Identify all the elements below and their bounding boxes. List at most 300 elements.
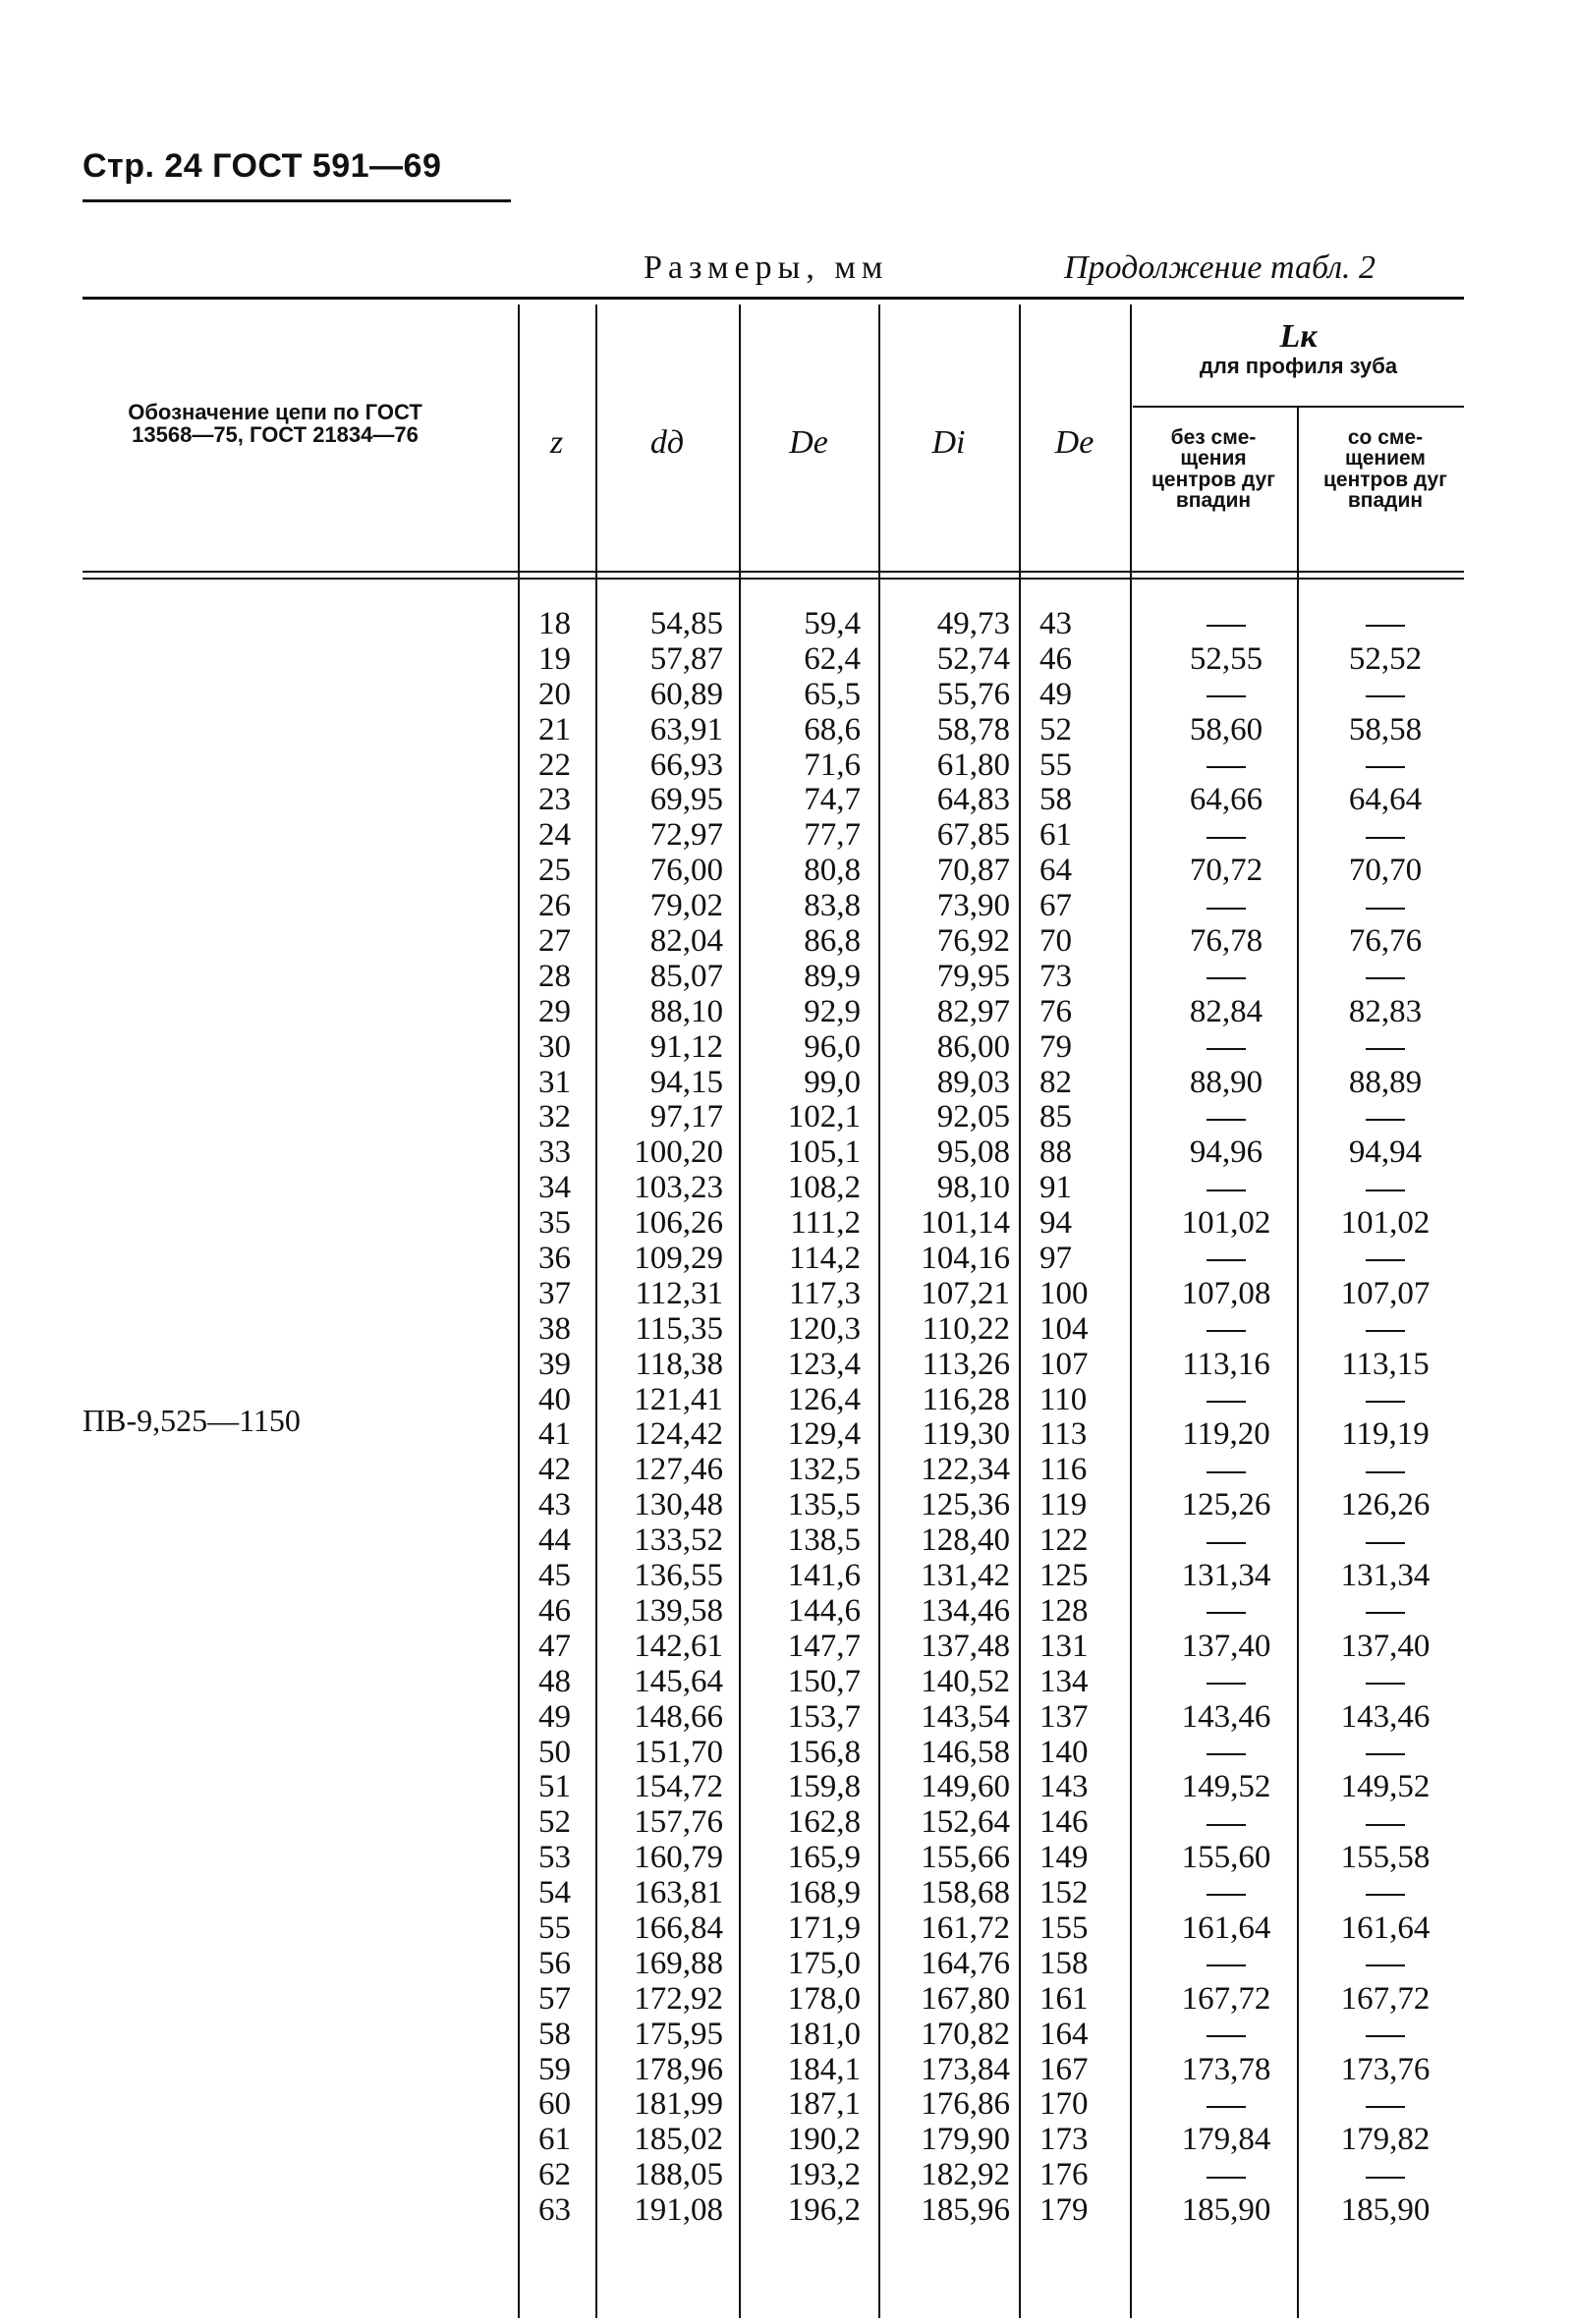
dash-mark xyxy=(1207,1894,1246,1896)
dash-mark xyxy=(1207,1753,1246,1755)
table-cell: 101,14 xyxy=(921,1205,1010,1242)
table-cell: 149 xyxy=(1039,1840,1089,1876)
table-cell xyxy=(1133,1805,1319,1841)
table-cell: 33 xyxy=(538,1134,571,1171)
table-cell: 77,7 xyxy=(804,817,861,854)
table-cell: 167,80 xyxy=(921,1980,1010,2017)
table-cell: 94 xyxy=(1039,1205,1072,1242)
table-cell: 85 xyxy=(1039,1099,1072,1135)
table-cell: 155,58 xyxy=(1340,1840,1431,1876)
table-cell xyxy=(1133,1030,1319,1066)
table-cell xyxy=(1133,2158,1319,2193)
table-cell: 60,89 xyxy=(649,676,723,712)
column-Di xyxy=(894,607,1010,2229)
table-cell: 88,10 xyxy=(649,993,723,1029)
col-divider xyxy=(518,304,520,2318)
table-cell: 121,41 xyxy=(634,1381,723,1417)
table-cell: 134 xyxy=(1039,1663,1089,1699)
table-cell: 24 xyxy=(538,817,571,854)
header-Di: Di xyxy=(931,424,966,461)
dash-mark xyxy=(1207,1190,1246,1191)
table-cell: 185,90 xyxy=(1340,2192,1431,2229)
table-cell: 31 xyxy=(538,1064,571,1100)
table-cell: 83,8 xyxy=(804,888,861,924)
table-cell: 170 xyxy=(1039,2086,1089,2123)
dash-mark xyxy=(1207,1542,1246,1544)
table-cell: 134,46 xyxy=(921,1592,1010,1629)
table-cell: 22 xyxy=(538,747,571,783)
table-cell: 179,82 xyxy=(1340,2122,1431,2158)
dash-mark xyxy=(1366,625,1405,627)
table-cell: 143 xyxy=(1039,1769,1089,1805)
table-cell: 120,3 xyxy=(787,1310,861,1347)
table-cell: 18 xyxy=(538,606,571,641)
col-divider xyxy=(739,304,741,2318)
table-cell: 47 xyxy=(538,1628,571,1664)
table-cell: 143,46 xyxy=(1181,1698,1271,1735)
table-cell: 94,96 xyxy=(1189,1134,1263,1171)
table-cell xyxy=(1307,960,1464,995)
table-cell: 149,60 xyxy=(921,1769,1010,1805)
table-cell: 101,02 xyxy=(1181,1205,1271,1242)
table-cell: 108,2 xyxy=(787,1170,861,1206)
table-cell: 133,52 xyxy=(634,1522,723,1559)
table-cell: 76,78 xyxy=(1189,923,1263,960)
table-cell: 167 xyxy=(1039,2051,1089,2087)
header-d: dд xyxy=(649,424,685,461)
table-cell: 48 xyxy=(538,1663,571,1699)
table-cell: 173,78 xyxy=(1181,2051,1271,2087)
table-cell xyxy=(1133,889,1319,924)
table-cell: 125,26 xyxy=(1181,1487,1271,1523)
dash-mark xyxy=(1207,1119,1246,1121)
table-cell: 126,26 xyxy=(1340,1487,1431,1523)
table-cell: 104 xyxy=(1039,1310,1089,1347)
table-cell xyxy=(1133,1383,1319,1418)
table-cell xyxy=(1307,1523,1464,1559)
table-cell: 79 xyxy=(1039,1028,1072,1065)
table-cell: 106,26 xyxy=(634,1205,723,1242)
dash-mark xyxy=(1366,1683,1405,1685)
table-cell: 88,89 xyxy=(1348,1064,1423,1100)
table-cell: 76,92 xyxy=(936,923,1010,960)
table-cell: 86,00 xyxy=(936,1028,1010,1065)
table-cell: 154,72 xyxy=(634,1769,723,1805)
table-cell: 178,96 xyxy=(634,2051,723,2087)
dash-mark xyxy=(1366,1824,1405,1826)
table-cell: 23 xyxy=(538,782,571,818)
table-cell: 55 xyxy=(538,1909,571,1946)
table-cell: 28 xyxy=(538,958,571,994)
table-cell: 119,20 xyxy=(1182,1416,1270,1453)
table-cell: 157,76 xyxy=(634,1804,723,1841)
table-cell: 161 xyxy=(1039,1980,1089,2017)
table-cell: 45 xyxy=(538,1558,571,1594)
table-cell: 137,40 xyxy=(1181,1628,1271,1664)
table-cell: 52,55 xyxy=(1189,640,1263,677)
table-cell: 153,7 xyxy=(787,1698,861,1735)
dash-mark xyxy=(1207,1824,1246,1826)
dash-mark xyxy=(1366,766,1405,768)
dash-mark xyxy=(1366,1894,1405,1896)
table-cell xyxy=(1307,1030,1464,1066)
table-cell: 92,9 xyxy=(804,993,861,1029)
table-cell: 118,38 xyxy=(635,1346,723,1382)
dash-mark xyxy=(1366,1471,1405,1473)
table-cell: 188,05 xyxy=(634,2157,723,2193)
table-cell: 110 xyxy=(1039,1381,1088,1417)
table-cell: 104,16 xyxy=(921,1241,1010,1277)
table-cell: 43 xyxy=(538,1487,571,1523)
table-cell: 122 xyxy=(1039,1522,1089,1559)
table-cell: 20 xyxy=(538,676,571,712)
table-cell: 113 xyxy=(1039,1416,1088,1453)
table-cell xyxy=(1133,1665,1319,1700)
table-cell: 160,79 xyxy=(634,1840,723,1876)
header-designation: Обозначение цепи по ГОСТ 13568—75, ГОСТ 21834—76 xyxy=(128,400,422,448)
dash-mark xyxy=(1207,2106,1246,2108)
dash-mark xyxy=(1207,1612,1246,1614)
table-cell: 82 xyxy=(1039,1064,1072,1100)
table-cell: 55 xyxy=(1039,747,1072,783)
header-lk xyxy=(1133,319,1464,377)
column-z xyxy=(538,607,578,2229)
table-cell: 99,0 xyxy=(804,1064,861,1100)
dash-mark xyxy=(1366,1612,1405,1614)
table-cell: 123,4 xyxy=(787,1346,861,1382)
chain-designation: ПВ-9,525—1150 xyxy=(83,1403,301,1438)
table-cell: 25 xyxy=(538,853,571,889)
dash-mark xyxy=(1366,1190,1405,1191)
table-cell: 143,46 xyxy=(1340,1698,1431,1735)
header-lk-shift: со сме- щением центров дуг впадин xyxy=(1323,426,1447,513)
table-cell: 76,00 xyxy=(649,853,723,889)
table-cell: 126,4 xyxy=(787,1381,861,1417)
table-cell: 146 xyxy=(1039,1804,1089,1841)
table-cell: 131 xyxy=(1039,1628,1089,1664)
table-cell: 140,52 xyxy=(921,1663,1010,1699)
table-cell xyxy=(1133,2018,1319,2053)
table-cell: 100 xyxy=(1039,1275,1089,1311)
table-cell: 116 xyxy=(1039,1452,1088,1488)
table-cell: 176,86 xyxy=(921,2086,1010,2123)
table-cell: 114,2 xyxy=(788,1241,861,1277)
table-cell: 173,76 xyxy=(1340,2051,1431,2087)
table-cell: 190,2 xyxy=(787,2122,861,2158)
table-cell: 164 xyxy=(1039,2016,1089,2052)
table-cell: 149,52 xyxy=(1340,1769,1431,1805)
table-cell xyxy=(1307,2158,1464,2193)
table-cell: 35 xyxy=(538,1205,571,1242)
table-cell xyxy=(1307,1665,1464,1700)
dash-mark xyxy=(1366,1259,1405,1261)
dash-mark xyxy=(1366,1119,1405,1121)
table-cell: 145,64 xyxy=(634,1663,723,1699)
dash-mark xyxy=(1207,695,1246,697)
dash-mark xyxy=(1207,1471,1246,1473)
col-divider xyxy=(595,304,597,2318)
table-cell: 95,08 xyxy=(936,1134,1010,1171)
table-cell: 181,0 xyxy=(787,2016,861,2052)
table-cell xyxy=(1133,1100,1319,1135)
table-cell xyxy=(1307,1805,1464,1841)
table-cell: 64 xyxy=(1039,853,1072,889)
table-cell: 142,61 xyxy=(634,1628,723,1664)
table-cell: 79,02 xyxy=(649,888,723,924)
table-cell xyxy=(1133,1876,1319,1911)
table-cell: 171,9 xyxy=(787,1909,861,1946)
dash-mark xyxy=(1366,1330,1405,1332)
table-cell: 131,42 xyxy=(921,1558,1010,1594)
lk-header-rule xyxy=(1133,406,1464,408)
dash-mark xyxy=(1366,2177,1405,2179)
column-lk-no-shift xyxy=(1133,607,1319,2229)
dash-mark xyxy=(1366,2035,1405,2037)
table-cell: 44 xyxy=(538,1522,571,1559)
dash-mark xyxy=(1366,1753,1405,1755)
table-cell xyxy=(1133,1242,1319,1277)
table-cell: 187,1 xyxy=(787,2086,861,2123)
table-cell: 98,10 xyxy=(936,1170,1010,1206)
units-caption: Размеры, мм xyxy=(644,249,889,286)
table-cell: 97 xyxy=(1039,1241,1072,1277)
table-cell xyxy=(1307,1876,1464,1911)
table-cell xyxy=(1307,889,1464,924)
table-cell xyxy=(1133,818,1319,854)
table-cell: 116,28 xyxy=(922,1381,1010,1417)
table-cell: 70 xyxy=(1039,923,1072,960)
table-cell: 46 xyxy=(1039,640,1072,677)
table-cell: 139,58 xyxy=(634,1592,723,1629)
table-cell: 128,40 xyxy=(921,1522,1010,1559)
table-cell: 179,84 xyxy=(1181,2122,1271,2158)
header-bottom-rule xyxy=(83,578,1464,580)
table-cell: 68,6 xyxy=(804,711,861,747)
table-cell: 122,34 xyxy=(921,1452,1010,1488)
table-cell: 119,30 xyxy=(922,1416,1010,1453)
table-cell: 109,29 xyxy=(634,1241,723,1277)
table-cell: 54 xyxy=(538,1875,571,1911)
dash-mark xyxy=(1207,977,1246,979)
table-cell: 53 xyxy=(538,1840,571,1876)
table-cell: 79,95 xyxy=(936,958,1010,994)
table-cell: 88,90 xyxy=(1189,1064,1263,1100)
dash-mark xyxy=(1366,1048,1405,1050)
table-cell: 113,26 xyxy=(922,1346,1010,1382)
table-cell: 60 xyxy=(538,2086,571,2123)
table-cell: 113,16 xyxy=(1182,1346,1270,1382)
table-cell xyxy=(1307,1736,1464,1771)
table-cell: 170,82 xyxy=(921,2016,1010,2052)
table-cell: 86,8 xyxy=(804,923,861,960)
table-cell: 119 xyxy=(1039,1487,1088,1523)
table-cell: 172,92 xyxy=(634,1980,723,2017)
table-cell: 101,02 xyxy=(1340,1205,1431,1242)
table-cell xyxy=(1133,1947,1319,1982)
table-cell: 185,90 xyxy=(1181,2192,1271,2229)
table-cell: 105,1 xyxy=(787,1134,861,1171)
table-cell: 32 xyxy=(538,1099,571,1135)
table-cell xyxy=(1307,678,1464,713)
column-lk-shift xyxy=(1307,607,1464,2229)
table-cell: 141,6 xyxy=(787,1558,861,1594)
table-cell: 38 xyxy=(538,1310,571,1347)
table-cell: 140 xyxy=(1039,1734,1089,1770)
table-cell: 51 xyxy=(538,1769,571,1805)
table-cell: 150,7 xyxy=(787,1663,861,1699)
table-cell: 182,92 xyxy=(921,2157,1010,2193)
table-cell: 52,74 xyxy=(936,640,1010,677)
header-rule xyxy=(83,199,511,202)
table-cell xyxy=(1307,607,1464,642)
continuation-caption: Продолжение табл. 2 xyxy=(1064,249,1376,286)
table-cell: 137 xyxy=(1039,1698,1089,1735)
table-cell: 97,17 xyxy=(649,1099,723,1135)
table-cell: 30 xyxy=(538,1028,571,1065)
table-cell: 130,48 xyxy=(634,1487,723,1523)
table-cell: 156,8 xyxy=(787,1734,861,1770)
table-cell: 131,34 xyxy=(1340,1558,1431,1594)
table-cell: 135,5 xyxy=(787,1487,861,1523)
table-cell: 185,02 xyxy=(634,2122,723,2158)
dash-mark xyxy=(1207,2177,1246,2179)
table-cell: 58,78 xyxy=(936,711,1010,747)
table-cell xyxy=(1307,1171,1464,1206)
table-cell: 39 xyxy=(538,1346,571,1382)
table-cell: 167,72 xyxy=(1340,1980,1431,2017)
table-cell: 63 xyxy=(538,2192,571,2229)
table-cell: 176 xyxy=(1039,2157,1089,2193)
header-lk-subtitle: для профиля зуба xyxy=(1199,353,1398,378)
table-cell: 73,90 xyxy=(936,888,1010,924)
table-cell xyxy=(1133,678,1319,713)
dash-mark xyxy=(1366,837,1405,839)
table-cell: 137,48 xyxy=(921,1628,1010,1664)
table-cell xyxy=(1307,1312,1464,1348)
table-cell xyxy=(1133,1523,1319,1559)
table-cell: 181,99 xyxy=(634,2086,723,2123)
table-cell: 103,23 xyxy=(634,1170,723,1206)
table-cell: 49 xyxy=(538,1698,571,1735)
table-cell: 168,9 xyxy=(787,1875,861,1911)
table-cell: 124,42 xyxy=(634,1416,723,1453)
table-cell: 144,6 xyxy=(787,1592,861,1629)
table-cell: 161,64 xyxy=(1181,1909,1271,1946)
dash-mark xyxy=(1207,625,1246,627)
dash-mark xyxy=(1366,1964,1405,1966)
column-De xyxy=(758,607,861,2229)
header-Dc: Dе xyxy=(1054,424,1095,461)
table-cell: 146,58 xyxy=(921,1734,1010,1770)
table-cell: 169,88 xyxy=(634,1945,723,1981)
table-cell: 173 xyxy=(1039,2122,1089,2158)
table-cell: 161,64 xyxy=(1340,1909,1431,1946)
table-cell: 125 xyxy=(1039,1558,1089,1594)
table-cell xyxy=(1307,748,1464,784)
dash-mark xyxy=(1207,1259,1246,1261)
table-cell: 58,60 xyxy=(1189,711,1263,747)
table-cell xyxy=(1307,818,1464,854)
table-cell: 178,0 xyxy=(787,1980,861,2017)
table-cell: 54,85 xyxy=(649,606,723,641)
table-cell: 166,84 xyxy=(634,1909,723,1946)
table-cell: 155,66 xyxy=(921,1840,1010,1876)
table-cell: 152,64 xyxy=(921,1804,1010,1841)
table-cell: 55,76 xyxy=(936,676,1010,712)
table-cell: 127,46 xyxy=(634,1452,723,1488)
dash-mark xyxy=(1366,977,1405,979)
table-cell: 69,95 xyxy=(649,782,723,818)
table-cell: 138,5 xyxy=(787,1522,861,1559)
table-cell: 128 xyxy=(1039,1592,1089,1629)
header-bottom-rule xyxy=(83,571,1464,573)
table-cell: 107,08 xyxy=(1181,1275,1271,1311)
table-cell: 107,21 xyxy=(921,1275,1010,1311)
page-header: Стр. 24 ГОСТ 591—69 xyxy=(83,147,442,185)
dash-mark xyxy=(1366,2106,1405,2108)
column-d xyxy=(601,607,723,2229)
dash-mark xyxy=(1207,2035,1246,2037)
table-cell: 152 xyxy=(1039,1875,1089,1911)
header-z: z xyxy=(549,424,564,461)
table-cell: 21 xyxy=(538,711,571,747)
dash-mark xyxy=(1207,1964,1246,1966)
table-cell xyxy=(1133,1171,1319,1206)
table-cell xyxy=(1133,1736,1319,1771)
table-cell: 110,22 xyxy=(922,1310,1010,1347)
header-De: Dе xyxy=(789,424,828,461)
table-cell: 151,70 xyxy=(634,1734,723,1770)
table-cell: 129,4 xyxy=(787,1416,861,1453)
dash-mark xyxy=(1207,1683,1246,1685)
table-cell: 131,34 xyxy=(1181,1558,1271,1594)
table-cell: 175,0 xyxy=(787,1945,861,1981)
table-cell: 96,0 xyxy=(804,1028,861,1065)
table-cell: 100,20 xyxy=(634,1134,723,1171)
dash-mark xyxy=(1366,908,1405,910)
col-divider xyxy=(878,304,880,2318)
table-cell: 82,83 xyxy=(1348,993,1423,1029)
table-cell: 158 xyxy=(1039,1945,1089,1981)
table-cell: 163,81 xyxy=(634,1875,723,1911)
table-cell: 57 xyxy=(538,1980,571,2017)
table-cell: 193,2 xyxy=(787,2157,861,2193)
table-cell: 64,66 xyxy=(1189,782,1263,818)
table-cell: 76 xyxy=(1039,993,1072,1029)
table-cell: 27 xyxy=(538,923,571,960)
table-cell: 137,40 xyxy=(1340,1628,1431,1664)
table-cell: 167,72 xyxy=(1181,1980,1271,2017)
table-cell: 74,7 xyxy=(804,782,861,818)
table-top-rule xyxy=(83,297,1464,300)
table-cell: 80,8 xyxy=(804,853,861,889)
dash-mark xyxy=(1207,1048,1246,1050)
table-cell: 67,85 xyxy=(936,817,1010,854)
table-cell: 89,03 xyxy=(936,1064,1010,1100)
table-cell: 175,95 xyxy=(634,2016,723,2052)
table-cell: 50 xyxy=(538,1734,571,1770)
table-cell: 41 xyxy=(538,1416,571,1453)
table-cell: 165,9 xyxy=(787,1840,861,1876)
table-cell xyxy=(1307,1947,1464,1982)
table-cell: 65,5 xyxy=(804,676,861,712)
table-cell: 37 xyxy=(538,1275,571,1311)
table-cell: 61 xyxy=(538,2122,571,2158)
table-cell: 149,52 xyxy=(1181,1769,1271,1805)
dash-mark xyxy=(1207,908,1246,910)
table-cell: 155 xyxy=(1039,1909,1089,1946)
table-cell: 112,31 xyxy=(635,1275,723,1311)
